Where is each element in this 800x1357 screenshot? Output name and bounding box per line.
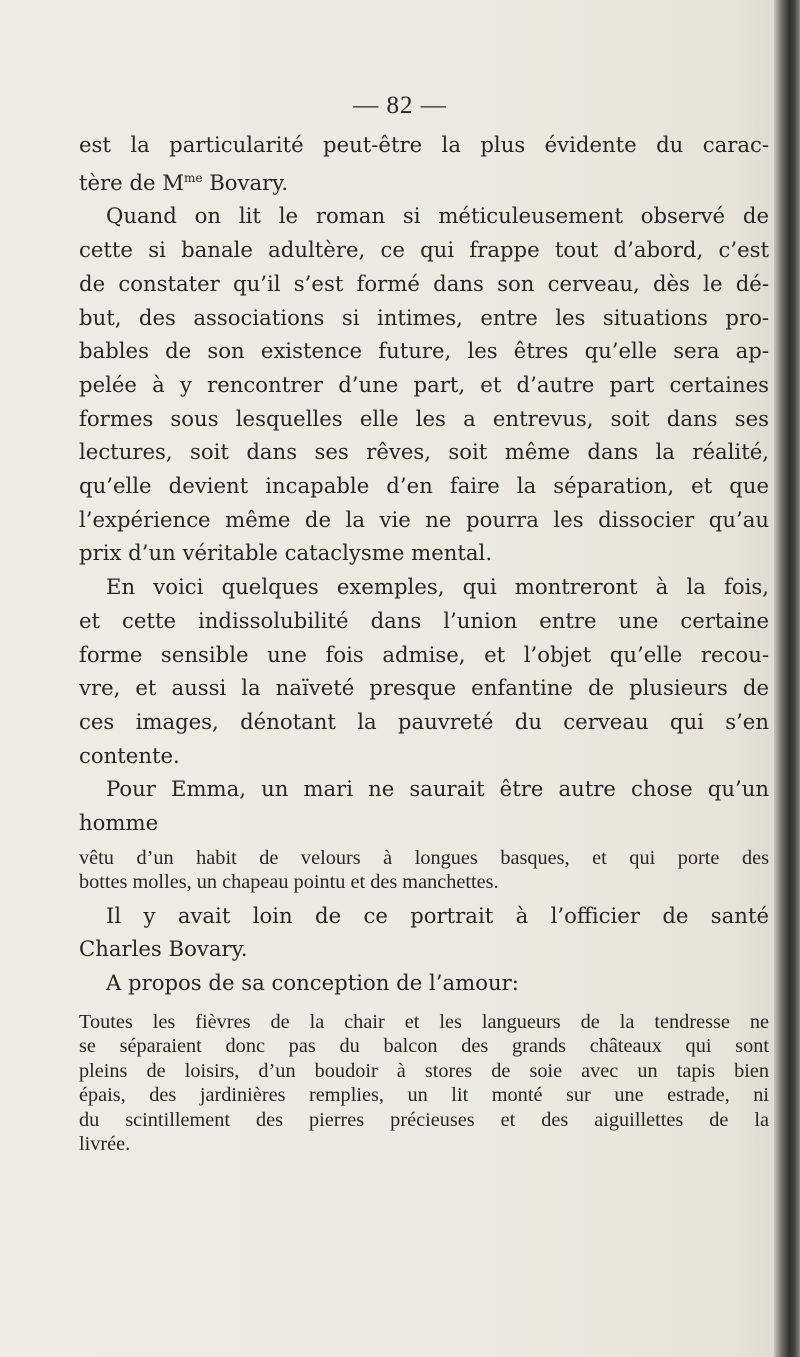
text-line: cette si banale adultère, ce qui frappe tout d’abord, c’est xyxy=(79,237,769,263)
text-line: Quand on lit le roman si méticuleusement observé de xyxy=(106,203,769,229)
text-line: forme sensible une fois admise, et l’objet qu’elle recou- xyxy=(79,641,769,667)
paragraph-1 xyxy=(79,128,769,199)
quote-line: livrée. xyxy=(79,1133,131,1156)
quote-line: bottes molles, un chapeau pointu et des manchettes. xyxy=(79,871,499,894)
quote-line: pleins de loisirs, d’un boudoir à stores de soie avec un tapis bien xyxy=(79,1059,769,1082)
paragraph-2 xyxy=(79,199,769,570)
text-line: bables de son existence future, les êtres qu’elle sera ap- xyxy=(79,338,769,364)
text-line: est la particularité peut-être la plus évidente du carac- xyxy=(79,132,769,157)
page-number: — 82 — xyxy=(353,92,447,119)
quotation-2 xyxy=(79,1010,769,1157)
text-line: pelée à y rencontrer d’une part, et d’autre part certaines xyxy=(79,371,769,397)
text-line: A propos de sa conception de l’amour: xyxy=(106,970,519,996)
page-body xyxy=(79,128,769,1157)
text-line: qu’elle devient incapable d’en faire la séparation, et que xyxy=(79,473,769,499)
text-line: lectures, soit dans ses rêves, soit même dans la réalité, xyxy=(79,439,769,465)
text-line: et cette indissolubilité dans l’union entre une certaine xyxy=(79,607,769,633)
quote-line: se séparaient donc pas du balcon des grands châteaux qui sont xyxy=(79,1035,769,1058)
quote-line: du scintillement des pierres précieuses et des aiguillettes de la xyxy=(79,1108,769,1131)
superscript: me xyxy=(184,170,203,185)
quotation-1 xyxy=(79,846,769,895)
page-edge-shadow xyxy=(774,0,800,1357)
text-line: de constater qu’il s’est formé dans son cerveau, dès le dé- xyxy=(79,270,769,296)
text-fragment: Bovary. xyxy=(202,169,289,195)
quote-line: vêtu d’un habit de velours à longues basques, et qui porte des xyxy=(79,846,769,869)
quote-line: épais, des jardinières remplies, un lit monté sur une estrade, ni xyxy=(79,1084,769,1107)
text-line: vre, et aussi la naïveté presque enfantine de plusieurs de xyxy=(79,675,769,701)
paragraph-4 xyxy=(79,772,769,839)
text-line: prix d’un véritable cataclysme mental. xyxy=(79,540,493,566)
text-line: homme xyxy=(79,810,159,836)
text-fragment: tère de M xyxy=(79,169,184,195)
text-line: ces images, dénotant la pauvreté du cerveau qui s’en xyxy=(79,708,769,734)
text-line: En voici quelques exemples, qui montreront à la fois, xyxy=(106,574,769,600)
text-line: but, des associations si intimes, entre les situations pro- xyxy=(79,304,769,330)
quote-line: Toutes les fièvres de la chair et les langueurs de la tendresse ne xyxy=(79,1010,769,1033)
text-line: Charles Bovary. xyxy=(79,936,248,962)
text-line: Il y avait loin de ce portrait à l’officier de santé xyxy=(106,902,769,928)
text-line: Pour Emma, un mari ne saurait être autre chose qu’un xyxy=(106,776,769,802)
text-line: contente. xyxy=(79,742,180,768)
text-line: formes sous lesquelles elle les a entrevus, soit dans ses xyxy=(79,405,769,431)
paragraph-6 xyxy=(79,966,769,1000)
text-line: l’expérience même de la vie ne pourra les dissocier qu’au xyxy=(79,506,769,532)
paragraph-3 xyxy=(79,570,769,772)
paragraph-5 xyxy=(79,899,769,966)
text-line xyxy=(79,162,769,200)
